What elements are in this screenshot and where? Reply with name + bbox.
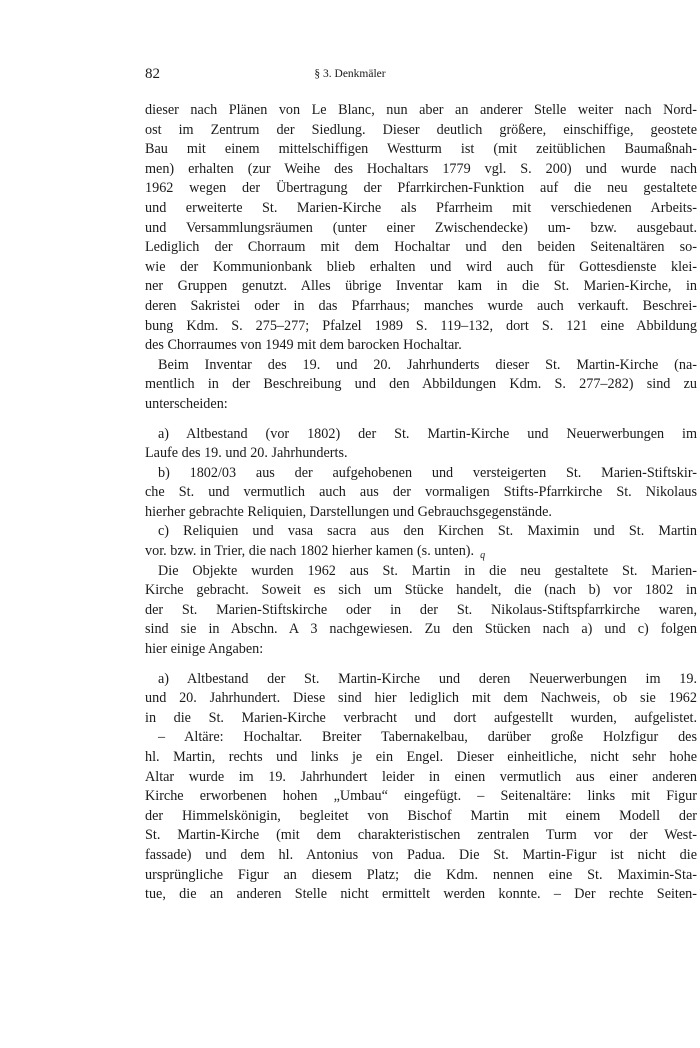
text-line: unterscheiden: xyxy=(145,395,228,412)
text-line: c) Reliquien und vasa sacra aus den Kirchen St. Maximin und St. Martin xyxy=(158,523,697,540)
text-line: und 20. Jahrhundert. Diese sind hier lediglich mit dem Nachweis, ob sie 1962 xyxy=(145,690,697,707)
text-line: Die Objekte wurden 1962 aus St. Martin in die neu gestaltete St. Marien- xyxy=(158,562,697,579)
paragraph-gap xyxy=(145,415,697,425)
text-line: Laufe des 19. und 20. Jahrhunderts. xyxy=(145,445,348,462)
text-line: mentlich in der Beschreibung und den Abbildungen Kdm. S. 277–282) sind zu xyxy=(145,376,697,393)
text-line-content: vor. bzw. in Trier, die nach 1802 hierher kamen (s. unten). xyxy=(145,543,475,560)
paragraph-gap xyxy=(145,660,697,670)
text-line: wie der Kommunionbank blieb erhalten und wird auch für Gottesdienste klei- xyxy=(145,258,697,275)
text-line: Bau mit einem mittelschiffigen Westturm ist (mit zeitüblichen Baumaßnah- xyxy=(145,141,697,158)
text-line: und Versammlungsräumen (unter einer Zwischendecke) um- bzw. ausgebaut. xyxy=(145,219,697,236)
text-line: ner Gruppen genutzt. Alles übrige Inventar kam in die St. Marien-Kirche, in xyxy=(145,278,697,295)
text-line: a) Altbestand der St. Martin-Kirche und deren Neuerwerbungen im 19. xyxy=(158,670,697,687)
body-text xyxy=(145,101,697,905)
text-line: b) 1802/03 aus der aufgehobenen und versteigerten St. Marien-Stiftskir- xyxy=(158,464,697,481)
text-line: bung Kdm. S. 275–277; Pfalzel 1989 S. 119–132, dort S. 121 eine Abbildung xyxy=(145,317,697,334)
text-line: Kirche gebracht. Soweit es sich um Stücke handelt, die (nach b) vor 1802 in xyxy=(145,582,697,599)
text-line: Lediglich der Chorraum mit dem Hochaltar und den beiden Seitenaltären so- xyxy=(145,239,697,256)
text-line: und erweiterte St. Marien-Kirche als Pfarrheim mit verschiedenen Arbeits- xyxy=(145,199,697,216)
text-line: hier einige Angaben: xyxy=(145,641,264,658)
text-line: tue, die an anderen Stelle nicht ermittelt werden konnte. – Der rechte Seiten- xyxy=(145,886,697,903)
text-line: der Himmelskönigin, begleitet von Bischof Martin mit einem Modell der xyxy=(145,807,697,824)
text-line: fassade) und dem hl. Antonius von Padua. Die St. Martin-Figur ist nicht die xyxy=(145,846,697,863)
page-number: 82 xyxy=(145,66,160,82)
text-line: men) erhalten (zur Weihe des Hochaltars 1779 vgl. S. 200) und wurde nach xyxy=(145,160,697,177)
text-line: Beim Inventar des 19. und 20. Jahrhunderts dieser St. Martin-Kirche (na- xyxy=(158,356,697,373)
text-line: dieser nach Plänen von Le Blanc, nun aber an anderer Stelle weiter nach Nord- xyxy=(145,102,697,118)
text-line: in die St. Marien-Kirche verbracht und dort aufgestellt wurden, aufgelistet. xyxy=(145,709,697,726)
text-line: – Altäre: Hochaltar. Breiter Tabernakelbau, darüber große Holzfigur des xyxy=(158,729,697,746)
text-line: Kirche erworbenen hohen „Umbau“ eingefügt. – Seitenaltäre: links mit Figur xyxy=(145,788,697,805)
text-line xyxy=(145,542,697,562)
text-line: ursprüngliche Figur an diesem Platz; die Kdm. nennen eine St. Maximin-Sta- xyxy=(145,866,697,883)
text-line: ost im Zentrum der Siedlung. Dieser deutlich größere, einschiffige, geostete xyxy=(145,121,697,138)
text-line: a) Altbestand (vor 1802) der St. Martin-Kirche und Neuerwerbungen im xyxy=(158,425,697,442)
text-line: deren Sakristei oder in das Pfarrhaus; manches wurde auch verkauft. Beschrei- xyxy=(145,297,697,314)
text-line: hierher gebrachte Reliquien, Darstellungen und Gebrauchsgegenstände. xyxy=(145,503,552,520)
text-line: St. Martin-Kirche (mit dem charakteristischen zentralen Turm vor der West- xyxy=(145,827,697,844)
running-head: § 3. Denkmäler xyxy=(314,68,386,80)
text-line: der St. Marien-Stiftskirche oder in der St. Nikolaus-Stiftspfarrkirche waren, xyxy=(145,601,697,618)
text-line: 1962 wegen der Übertragung der Pfarrkirchen-Funktion auf die neu gestaltete xyxy=(145,180,697,197)
text-line: des Chorraumes von 1949 mit dem barocken Hochaltar. xyxy=(145,337,462,354)
text-line: sind sie in Abschn. A 3 nachgewiesen. Zu den Stücken nach a) und c) folgen xyxy=(145,621,697,638)
text-line: che St. und vermutlich auch aus der vormaligen Stifts-Pfarrkirche St. Nikolaus xyxy=(145,484,697,501)
text-line: hl. Martin, rechts und links je ein Engel. Dieser einheitliche, nicht sehr hohe xyxy=(145,749,697,765)
text-line: Altar wurde im 19. Jahrhundert leider in einen vermutlich aus einer anderen xyxy=(145,768,697,785)
margin-mark: q xyxy=(480,550,486,562)
